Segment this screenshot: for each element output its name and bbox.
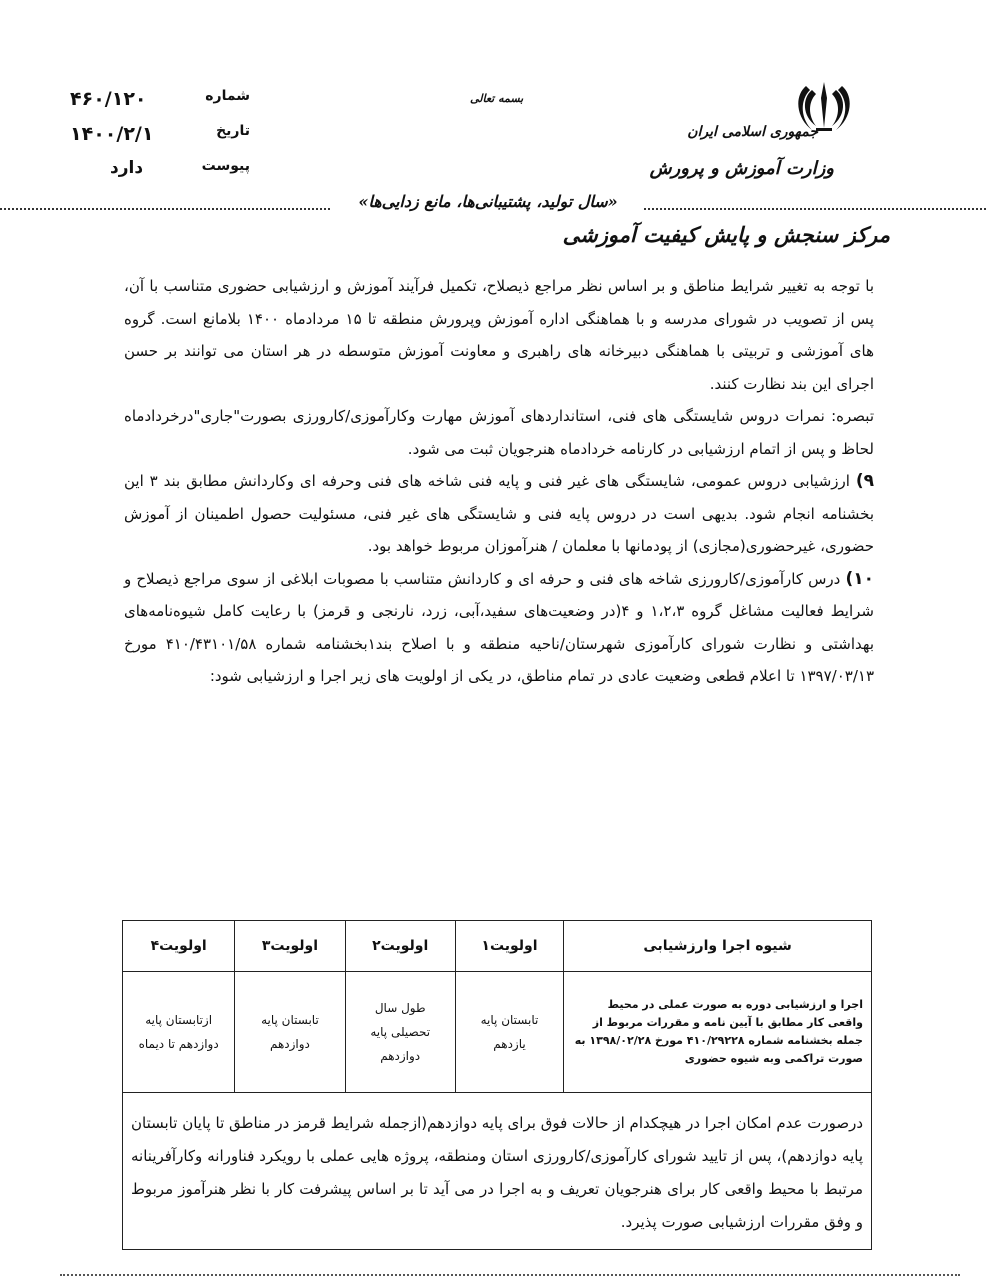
org-line-1: جمهوری اسلامی ایران [687,124,818,140]
priority-4-cell [123,972,235,1093]
letter-date-row [70,123,250,153]
paragraph-note: تبصره: نمرات دروس شایستگی های فنی، استانداردهای آموزش مهارت وکارآموزی/کارورزی بصورت"جاری"درخردادماه لحاظ و پس از اتمام ارزشیابی در کارنامه خردادماه هنرجویان ثبت می شود. [124,407,874,458]
column-header-method: شیوه اجرا وارزشیابی [564,921,872,972]
paragraph-1: با توجه به تغییر شرایط مناطق و بر اساس نظر مراجع ذیصلاح، تکمیل فرآیند آموزش و ارزشیابی حضوری متناسب با آن، پس از تصویب در شورای مدرسه و با هماهنگی اداره آموزش وپرورش منطقه تا ۱۵ مردادماه ۱۴۰۰ بلامانع است. گروه های آموزشی و تربیتی با هماهنگی دبیرخانه های راهبری و معاونت آموزش متوسطه در هر استان می توانند بر حسن اجرای این بند نظارت کنند. [124,277,874,393]
attachment-label: پیوست [201,158,250,174]
column-header-priority-1: اولویت۱ [455,921,563,972]
priority-2-cell [345,972,455,1093]
priority-2-line-1: طول سال [374,1001,426,1015]
footer-divider [60,1274,960,1276]
priority-3-line-2: دوازدهم [269,1037,310,1051]
priority-2-line-2: تحصیلی پایه [370,1025,431,1039]
table-header-row [123,921,872,972]
priority-4-line-1: ازتابستان پایه [145,1013,213,1027]
priority-1-line-2: یازدهم [493,1037,526,1051]
attachment-value: دارد [110,158,144,178]
priority-1-cell [455,972,563,1093]
letter-body [124,270,874,693]
table-note: درصورت عدم امکان اجرا در هیچکدام از حالات فوق برای پایه دوازدهم(ازجمله شرایط قرمز در مناطق تا پایان تابستان پایه دوازدهم)، پس از تایید شورای کارآموزی/کارورزی استان ومنطقه، پروژه هایی عملی با رویکرد فناورانه وکارآفرینانه مرتبط با محیط واقعی کار برای هنرجویان تعریف و به اجرا در می آید تا بر اساس پیشرفت کار با نظر هنرآموز مربوط و وفق مقررات ارزشیابی صورت پذیرد. [123,1093,872,1250]
number-value: ۴۶۰/۱۲۰ [70,88,147,110]
table-row [123,972,872,1093]
column-header-priority-2: اولویت۲ [345,921,455,972]
priority-4-line-2: دوازدهم تا دیماه [138,1037,219,1051]
table-note-row [123,1093,872,1250]
priority-2-line-3: دوازدهم [380,1049,421,1063]
item-number-10: ۱۰) [845,568,874,589]
date-label: تاریخ [216,123,250,139]
date-value: ۱۴۰۰/۲/۱ [70,123,154,145]
basmala: بسمه تعالی [470,92,524,105]
paragraph-9 [124,465,874,563]
column-header-priority-3: اولویت۳ [235,921,345,972]
priority-1-line-1: تابستان پایه [480,1013,539,1027]
item-number-9: ۹) [855,471,874,491]
paragraph-9-text: ارزشیابی دروس عمومی، شایستگی های غیر فنی و پایه فنی شاخه های فنی وحرفه ای وکاردانش مطابق بند ۳ این بخشنامه انجام شود. بدیهی است در دروس پایه فنی و شایستگی های غیر فنی، مسئولیت حصول اطمینان از آموزش حضوری، غیرحضوری(مجازی) از پودمانها با معلمان / هنرآموزان مربوط خواهد بود. [124,472,874,555]
letter-attachment-row [70,158,250,188]
priority-3-line-1: تابستان پایه [261,1013,319,1027]
number-label: شماره [205,88,250,104]
issuing-center-name: مرکز سنجش و پایش کیفیت آموزشی [562,222,890,247]
method-cell: اجرا و ارزشیابی دوره به صورت عملی در محیط واقعی کار مطابق با آیین نامه و مقررات مربوط از جمله بخشنامه شماره ۴۱۰/۲۹۲۲۸ مورخ ۱۳۹۸/۰۲/۲۸ به صورت تراکمی وبه شیوه حضوری [564,972,872,1093]
year-slogan: «سال تولید، پشتیبانی‌ها، مانع زدایی‌ها» [332,192,644,211]
paragraph-10 [124,563,874,693]
priority-table [122,920,872,1250]
priority-3-cell [235,972,345,1093]
org-line-2: وزارت آموزش و پرورش [649,158,834,179]
column-header-priority-4: اولویت۴ [123,921,235,972]
letter-number-row [70,88,250,118]
paragraph-10-text: درس کارآموزی/کارورزی شاخه های فنی و حرفه ای و کاردانش متناسب با مصوبات ابلاغی از سوی مراجع ذیصلاح و شرایط فعالیت مشاغل گروه ۱،۲،۳ و ۴(در وضعیت‌های سفید،آبی، زرد، نارنجی و قرمز) با رعایت کامل شیوه‌نامه‌های بهداشتی و نظارت شورای کارآموزی شهرستان/ناحیه منطقه و با اصلاح بند۱بخشنامه شماره ۴۱۰/۴۳۱۰۱/۵۸ مورخ ۱۳۹۷/۰۳/۱۳ تا اعلام قطعی وضعیت عادی در تمام مناطق، در یکی از اولویت های زیر اجرا و ارزشیابی شود: [124,569,874,685]
